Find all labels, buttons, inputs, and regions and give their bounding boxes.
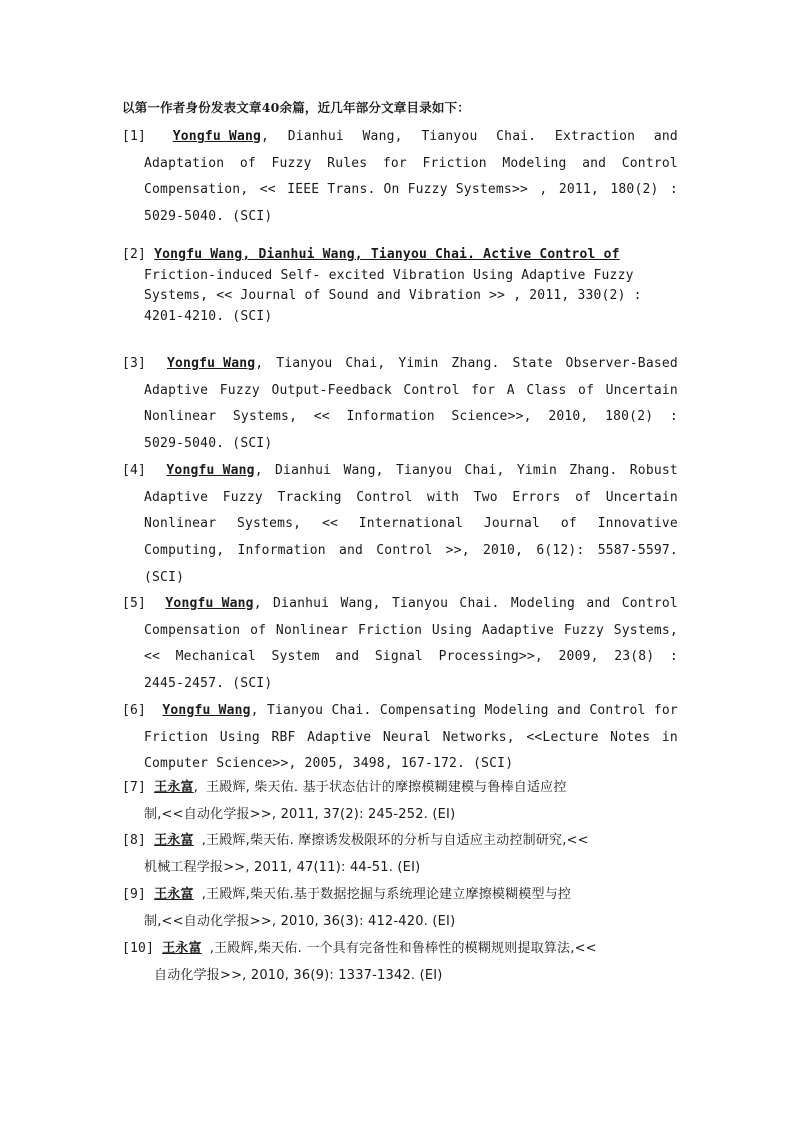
reference-text: Mechanical xyxy=(175,649,256,665)
reference-text: Modeling xyxy=(484,703,549,718)
reference-line xyxy=(144,909,678,936)
reference-number: [5] xyxy=(122,596,147,611)
reference-text: Fuzzy xyxy=(271,155,312,171)
reference-text: 5029-5040. (SCI) xyxy=(144,436,273,452)
reference-item xyxy=(122,245,678,328)
reference-text: Notes xyxy=(610,729,651,745)
reference-text: Chai. xyxy=(459,596,500,611)
reference-text: Two xyxy=(473,489,498,505)
reference-line xyxy=(144,404,678,431)
reference-text: and xyxy=(338,543,364,559)
reference-text: Systems, xyxy=(232,409,298,425)
reference-text: Science>>, xyxy=(451,409,532,425)
reference-text: 180(2) xyxy=(605,409,654,425)
reference-text: << xyxy=(259,182,276,198)
reference-text: Using xyxy=(431,622,473,638)
reference-line xyxy=(122,775,678,802)
reference-number: [1] xyxy=(122,129,147,144)
reference-line xyxy=(122,245,678,266)
reference-text: Nonlinear xyxy=(275,622,349,638)
reference-text: of xyxy=(560,516,577,532)
reference-text: Nonlinear xyxy=(144,516,217,532)
reference-text: << xyxy=(144,649,161,665)
page-heading: 以第一作者身份发表文章40余篇，近几年部分文章目录如下： xyxy=(122,100,470,115)
reference-text: 23(8) xyxy=(614,649,655,665)
reference-number: [6] xyxy=(122,703,147,718)
reference-text: Chai. xyxy=(331,703,372,718)
reference-line xyxy=(144,286,678,307)
reference-number: [4] xyxy=(122,463,147,478)
reference-text: Processing>>, xyxy=(438,649,543,665)
reference-text: >>, xyxy=(445,543,470,559)
reference-text: for xyxy=(471,382,496,398)
reference-line xyxy=(144,538,678,565)
reference-text: Dianhui xyxy=(275,463,332,478)
reference-text: Compensation, xyxy=(144,182,249,198)
reference-item xyxy=(122,351,678,458)
reference-text: 4201-4210. (SCI) xyxy=(144,309,273,325)
reference-text: Information xyxy=(237,543,326,559)
reference-text: Tianyou xyxy=(421,129,478,144)
reference-text: Control xyxy=(356,489,413,505)
reference-line xyxy=(144,565,678,592)
reference-text: Zhang. xyxy=(569,463,618,478)
reference-line xyxy=(144,725,678,752)
reference-text: of xyxy=(575,489,592,505)
reference-text: Extraction xyxy=(554,129,636,144)
reference-text: Observer-Based xyxy=(565,356,678,371)
reference-text: Computing, xyxy=(144,543,225,559)
reference-text: RBF xyxy=(271,729,296,745)
reference-text: Dianhui xyxy=(273,596,330,611)
reference-text: 2010, xyxy=(482,543,524,559)
reference-item xyxy=(122,882,678,935)
reference-text: 5029-5040. xyxy=(144,209,225,225)
reference-item xyxy=(122,828,678,881)
author-name: Yongfu Wang, Dianhui Wang, Tianyou Chai. Active Control of xyxy=(154,247,620,262)
author-name: 王永富 xyxy=(162,941,202,956)
reference-text: Friction xyxy=(422,155,487,171)
reference-number: [8] xyxy=(122,833,147,848)
reference-item xyxy=(122,936,682,989)
reference-text: Uncertain xyxy=(605,489,678,505)
reference-line xyxy=(144,511,678,538)
reference-line xyxy=(144,431,678,458)
reference-line xyxy=(144,485,678,512)
reference-text: and xyxy=(582,155,607,171)
reference-line xyxy=(122,351,678,378)
reference-text: Adaptive xyxy=(307,729,372,745)
reference-line xyxy=(122,936,682,963)
reference-text: Control xyxy=(621,596,678,611)
reference-line xyxy=(144,855,678,882)
reference-text: Adaptive xyxy=(144,382,209,398)
reference-text: Signal xyxy=(374,649,424,665)
reference-text: Neural xyxy=(382,729,432,745)
reference-text: 6(12): xyxy=(536,543,585,559)
reference-item xyxy=(122,591,678,698)
reference-text: Zhang. xyxy=(451,356,500,371)
reference-item xyxy=(122,458,678,591)
reference-text: and xyxy=(335,649,360,665)
reference-text: (SCI) xyxy=(232,676,273,692)
reference-text: ,王殿辉,柴天佑. 一个具有完备性和鲁棒性的模糊规则提取算法,<< xyxy=(209,941,597,956)
reference-text: Control xyxy=(376,543,433,559)
reference-text: and xyxy=(556,703,582,718)
reference-text: State xyxy=(512,356,553,371)
reference-text: Dianhui xyxy=(287,129,344,144)
reference-text: Uncertain xyxy=(605,382,678,398)
author-name: Yongfu Wang, xyxy=(172,129,270,144)
reference-line xyxy=(144,644,678,671)
reference-number: [10] xyxy=(122,941,155,956)
reference-text: Innovative xyxy=(597,516,678,532)
reference-line xyxy=(144,307,678,328)
author-name: 王永富 xyxy=(154,887,194,902)
reference-text: Chai. xyxy=(496,129,537,144)
reference-text: Tianyou xyxy=(276,356,333,371)
reference-text: Compensation xyxy=(144,622,241,638)
reference-text: for xyxy=(653,703,678,718)
reference-text: Friction xyxy=(357,622,423,638)
reference-line xyxy=(122,698,678,725)
reference-line xyxy=(144,266,678,287)
reference-text: of xyxy=(578,382,595,398)
reference-text: Control xyxy=(589,703,646,718)
reference-line xyxy=(154,963,682,990)
reference-text: System xyxy=(271,649,320,665)
reference-item xyxy=(122,775,678,828)
reference-text: 5587-5597. xyxy=(597,543,678,559)
reference-text: Fuzzy xyxy=(222,489,263,505)
reference-number: [2] xyxy=(122,247,147,262)
reference-text: ,王殿辉,柴天佑. 摩擦诱发极限环的分析与自适应主动控制研究,<< xyxy=(201,833,589,848)
reference-text: <<Lecture xyxy=(526,729,599,745)
reference-text: << xyxy=(313,409,330,425)
reference-text: Tianyou xyxy=(391,596,449,611)
reference-line xyxy=(144,802,678,829)
reference-line xyxy=(144,671,678,698)
reference-text: Computer Science>>, 2005, 3498, 167-172. (SCI) xyxy=(144,756,514,772)
author-name: 王永富, xyxy=(154,780,199,795)
reference-text: Control xyxy=(403,382,460,398)
reference-text: : xyxy=(669,182,678,198)
reference-text: 自动化学报>>, 2010, 36(9): 1337-1342. (EI) xyxy=(154,967,443,983)
reference-text: with xyxy=(427,489,460,505)
author-name: Yongfu Wang, xyxy=(162,703,259,718)
reference-text: Output-Feedback xyxy=(271,382,392,398)
reference-line xyxy=(122,882,678,909)
reference-text: 制,<<自动化学报>>, 2010, 36(3): 412-420. (EI) xyxy=(144,913,456,929)
reference-text: 2445-2457. xyxy=(144,676,225,692)
reference-text: Systems, xyxy=(237,516,302,532)
author-name: Yongfu Wang, xyxy=(167,356,264,371)
reference-text: 2010, xyxy=(548,409,589,425)
reference-text: Control xyxy=(621,155,678,171)
reference-text: Robust xyxy=(629,463,678,478)
reference-text: of xyxy=(250,622,267,638)
reference-text: Friction-induced Self- excited Vibration Using Adaptive Fuzzy xyxy=(144,267,634,283)
reference-text: Wang, xyxy=(362,129,403,144)
reference-line xyxy=(122,124,678,151)
reference-text: Class xyxy=(526,382,567,398)
reference-text: 180(2) xyxy=(610,182,659,198)
reference-line xyxy=(144,151,678,178)
reference-text: Systems, xyxy=(613,622,678,638)
reference-text: ,王殿辉,柴天佑.基于数据挖掘与系统理论建立摩擦模糊模型与控 xyxy=(201,887,572,902)
reference-text: Nonlinear xyxy=(144,409,217,425)
reference-text: Fuzzy xyxy=(219,382,260,398)
reference-text: Adaptation xyxy=(144,155,225,171)
reference-number: [7] xyxy=(122,780,147,795)
author-name: Yongfu Wang, xyxy=(165,596,262,611)
reference-text: Friction xyxy=(144,729,209,745)
reference-text: Yimin xyxy=(398,356,439,371)
reference-text: : xyxy=(669,649,678,665)
reference-text: Compensating xyxy=(379,703,477,718)
reference-text: Information xyxy=(346,409,435,425)
reference-number: [3] xyxy=(122,356,147,371)
reference-line xyxy=(122,458,678,485)
reference-text: and xyxy=(586,596,611,611)
reference-text: Systems, << Journal of Sound and Vibration >> , 2011, 330(2) : xyxy=(144,288,642,304)
reference-text: Modeling xyxy=(510,596,576,611)
reference-line xyxy=(122,591,678,618)
reference-text: Tianyou xyxy=(266,703,324,718)
reference-text: Aadaptive xyxy=(481,622,555,638)
reference-text: 王殿辉, 柴天佑. 基于状态估计的摩擦模糊建模与鲁棒自适应控 xyxy=(206,780,567,795)
reference-line xyxy=(144,177,678,204)
reference-text: Journal xyxy=(483,516,541,532)
reference-line xyxy=(122,828,678,855)
reference-text: Errors xyxy=(512,489,561,505)
reference-line xyxy=(144,204,678,231)
reference-text: A xyxy=(506,382,515,398)
reference-number: [9] xyxy=(122,887,147,902)
reference-text: (SCI) xyxy=(144,569,185,585)
reference-text: Adaptive xyxy=(144,489,209,505)
reference-text: Fuzzy xyxy=(563,622,604,638)
reference-text: Networks, xyxy=(442,729,515,745)
reference-text: : xyxy=(669,409,678,425)
reference-text: 制,<<自动化学报>>, 2011, 37(2): 245-252. (EI) xyxy=(144,806,456,822)
reference-line xyxy=(144,618,678,645)
reference-text: Wang, xyxy=(340,596,381,611)
reference-text: of xyxy=(239,155,256,171)
reference-text: 2009, xyxy=(558,649,599,665)
reference-line xyxy=(144,378,678,405)
reference-text: and xyxy=(653,129,678,144)
reference-text: Yimin xyxy=(516,463,557,478)
reference-text: International xyxy=(358,516,464,532)
reference-text: 2011, xyxy=(558,182,599,198)
reference-text: IEEE Trans. On Fuzzy Systems>> xyxy=(287,182,529,198)
reference-text: Rules xyxy=(327,155,368,171)
reference-text: << xyxy=(321,516,339,532)
reference-text: for xyxy=(382,155,407,171)
reference-text: Modeling xyxy=(502,155,567,171)
reference-item xyxy=(122,698,678,778)
reference-text: Wang, xyxy=(343,463,384,478)
reference-text: Chai, xyxy=(464,463,505,478)
reference-text: Using xyxy=(219,729,260,745)
reference-text: Chai, xyxy=(345,356,386,371)
reference-text: Tracking xyxy=(277,489,342,505)
reference-item xyxy=(122,124,678,231)
reference-text: 机械工程学报>>, 2011, 47(11): 44-51. (EI) xyxy=(144,859,421,875)
reference-text: (SCI) xyxy=(232,209,273,225)
author-name: Yongfu Wang, xyxy=(166,463,263,478)
reference-text: in xyxy=(661,729,678,745)
author-name: 王永富 xyxy=(154,833,194,848)
reference-text: , xyxy=(539,182,548,198)
reference-text: Tianyou xyxy=(395,463,453,478)
